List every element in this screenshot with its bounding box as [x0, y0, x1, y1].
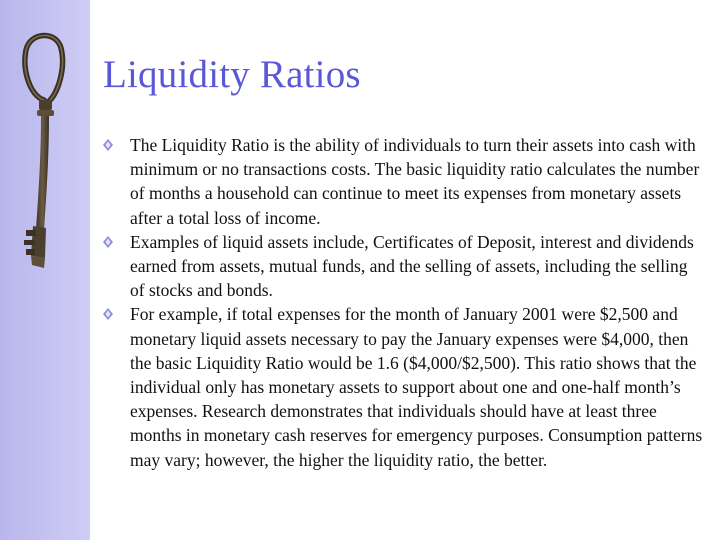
slide-title: Liquidity Ratios: [103, 53, 361, 96]
bullet-text: For example, if total expenses for the month of January 2001 were $2,500 and monetary liquid assets necessary to pay the January expenses were $4,000, then the basic Liquidity Ratio would be 1.6 ($4,000/$2,500). This ratio shows that the individual only has monetary assets to support about one and one-half month’s expenses. Research demonstrates that individuals should have at least three months in monetary cash reserves for emergency purposes. Consumption patterns may vary; however, the higher the liquidity ratio, the better.: [130, 304, 703, 470]
antique-key-icon: [0, 0, 90, 540]
diamond-bullet-icon: [103, 236, 113, 248]
bullet-text: Examples of liquid assets include, Certificates of Deposit, interest and dividends earned from assets, mutual funds, and the selling of assets, including the selling of stocks and bonds.: [130, 231, 694, 301]
bullet-list: [103, 133, 703, 472]
bullet-item-1: [103, 133, 703, 230]
diamond-bullet-icon: [103, 139, 113, 151]
bullet-item-2: [103, 230, 703, 303]
diamond-bullet-icon: [103, 308, 113, 320]
bullet-text: The Liquidity Ratio is the ability of individuals to turn their assets into cash with minimum or no transactions costs. The basic liquidity ratio calculates the number of months a household can continue to meet its expenses from monetary assets after a total loss of income.: [130, 135, 700, 228]
bullet-item-3: [103, 302, 703, 471]
left-decorative-panel: [0, 0, 90, 540]
